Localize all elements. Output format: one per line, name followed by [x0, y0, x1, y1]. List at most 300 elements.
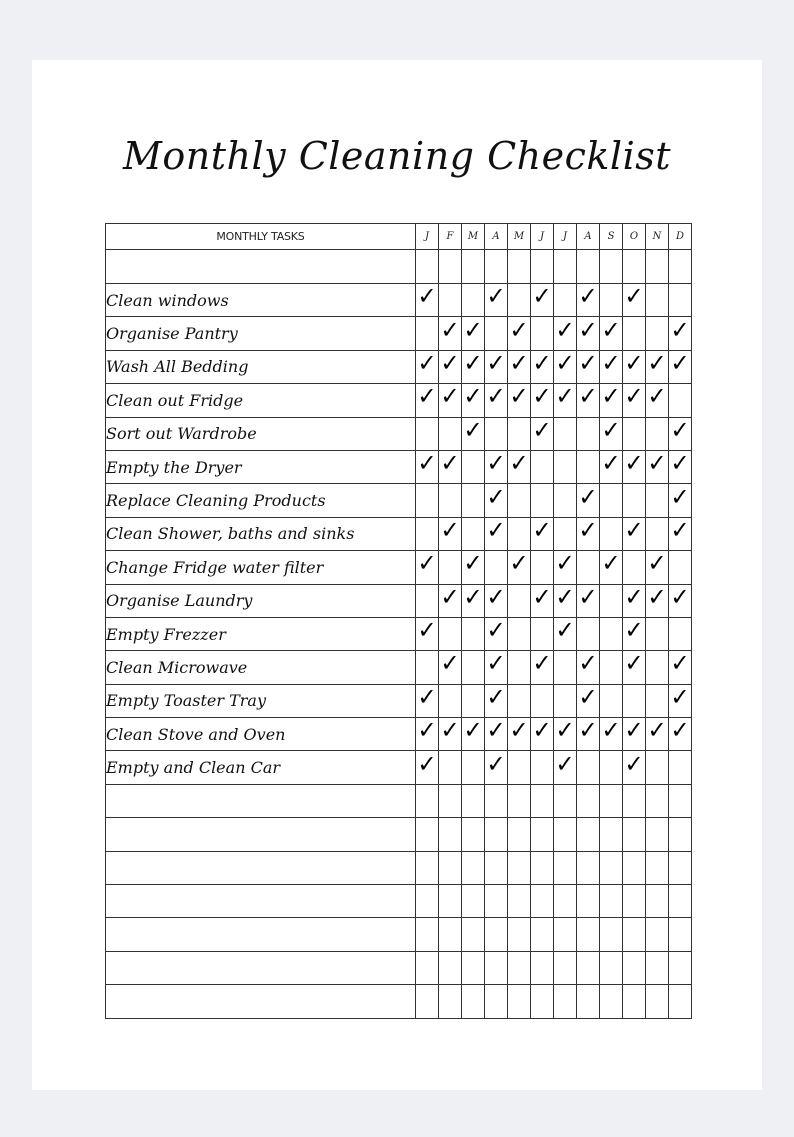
month-check-cell[interactable] [554, 684, 577, 717]
month-check-cell[interactable] [554, 384, 577, 417]
month-check-cell[interactable] [416, 851, 439, 884]
month-check-cell[interactable] [623, 818, 646, 851]
month-check-cell[interactable] [600, 985, 623, 1018]
month-check-cell[interactable] [577, 784, 600, 817]
month-check-cell[interactable] [462, 651, 485, 684]
month-check-cell[interactable] [531, 284, 554, 317]
month-check-cell[interactable] [646, 985, 669, 1018]
month-check-cell[interactable] [577, 384, 600, 417]
month-check-cell[interactable] [646, 517, 669, 550]
month-check-cell[interactable] [646, 784, 669, 817]
month-check-cell[interactable] [577, 551, 600, 584]
month-check-cell[interactable] [439, 751, 462, 784]
month-check-cell[interactable] [416, 718, 439, 751]
month-check-cell[interactable] [669, 584, 692, 617]
month-check-cell[interactable] [531, 851, 554, 884]
month-check-cell[interactable] [669, 885, 692, 918]
checkmark-icon: ✓ [624, 350, 644, 377]
month-check-cell[interactable] [669, 617, 692, 650]
month-check-cell[interactable] [485, 818, 508, 851]
month-check-cell[interactable] [531, 951, 554, 984]
month-check-cell[interactable] [577, 350, 600, 383]
month-check-cell[interactable] [485, 350, 508, 383]
blank-cell [577, 250, 600, 284]
month-check-cell[interactable] [508, 851, 531, 884]
month-check-cell[interactable] [669, 951, 692, 984]
month-check-cell[interactable] [439, 317, 462, 350]
month-check-cell[interactable] [623, 918, 646, 951]
month-check-cell[interactable] [462, 851, 485, 884]
month-check-cell[interactable] [462, 784, 485, 817]
month-check-cell[interactable] [439, 784, 462, 817]
checkmark-icon: ✓ [670, 450, 690, 478]
month-check-cell[interactable] [600, 350, 623, 383]
month-check-cell[interactable] [600, 617, 623, 650]
month-check-cell[interactable] [669, 718, 692, 751]
month-check-cell[interactable] [646, 417, 669, 450]
month-check-cell[interactable] [439, 951, 462, 984]
month-check-cell[interactable] [462, 951, 485, 984]
month-check-cell[interactable] [416, 584, 439, 617]
month-check-cell[interactable] [577, 317, 600, 350]
month-check-cell[interactable] [462, 517, 485, 550]
month-check-cell[interactable] [439, 450, 462, 483]
month-check-cell[interactable] [508, 684, 531, 717]
month-check-cell[interactable] [646, 851, 669, 884]
month-check-cell[interactable] [646, 885, 669, 918]
month-check-cell[interactable] [623, 317, 646, 350]
month-check-cell[interactable] [646, 350, 669, 383]
month-check-cell[interactable] [485, 751, 508, 784]
month-check-cell[interactable] [531, 484, 554, 517]
checkmark-icon: ✓ [624, 717, 644, 745]
month-check-cell[interactable] [669, 684, 692, 717]
month-check-cell[interactable] [669, 985, 692, 1018]
month-check-cell[interactable] [577, 851, 600, 884]
month-check-cell[interactable] [485, 617, 508, 650]
month-check-cell[interactable] [531, 718, 554, 751]
checkmark-icon: ✓ [647, 350, 667, 377]
checkmark-icon: ✓ [555, 383, 575, 411]
month-check-cell[interactable] [646, 684, 669, 717]
month-check-cell[interactable] [623, 851, 646, 884]
month-check-cell[interactable] [554, 951, 577, 984]
month-check-cell[interactable] [623, 751, 646, 784]
month-check-cell[interactable] [508, 985, 531, 1018]
month-check-cell[interactable] [485, 384, 508, 417]
month-check-cell[interactable] [416, 384, 439, 417]
month-check-cell[interactable] [600, 951, 623, 984]
month-check-cell[interactable] [623, 784, 646, 817]
month-check-cell[interactable] [531, 317, 554, 350]
month-check-cell[interactable] [531, 350, 554, 383]
month-check-cell[interactable] [531, 985, 554, 1018]
month-check-cell[interactable] [669, 450, 692, 483]
month-check-cell[interactable] [600, 751, 623, 784]
month-check-cell[interactable] [577, 918, 600, 951]
month-check-cell[interactable] [531, 551, 554, 584]
month-check-cell[interactable] [623, 651, 646, 684]
month-check-cell[interactable] [600, 851, 623, 884]
month-check-cell[interactable] [600, 517, 623, 550]
checkmark-icon: ✓ [440, 517, 460, 544]
month-check-cell[interactable] [508, 718, 531, 751]
month-check-cell[interactable] [508, 617, 531, 650]
month-check-cell[interactable] [439, 985, 462, 1018]
month-check-cell[interactable] [508, 651, 531, 684]
month-check-cell[interactable] [646, 284, 669, 317]
month-check-cell[interactable] [485, 284, 508, 317]
month-check-cell[interactable] [508, 951, 531, 984]
month-check-cell[interactable] [416, 951, 439, 984]
month-check-cell[interactable] [439, 651, 462, 684]
month-check-cell[interactable] [531, 517, 554, 550]
month-check-cell[interactable] [669, 784, 692, 817]
checkmark-icon: ✓ [647, 383, 667, 411]
month-check-cell[interactable] [600, 718, 623, 751]
month-check-cell[interactable] [554, 651, 577, 684]
month-check-cell[interactable] [577, 450, 600, 483]
month-check-cell[interactable] [577, 517, 600, 550]
month-check-cell[interactable] [508, 484, 531, 517]
checkmark-icon: ✓ [532, 283, 552, 311]
month-check-cell[interactable] [554, 718, 577, 751]
month-check-cell[interactable] [623, 350, 646, 383]
month-check-cell[interactable] [646, 450, 669, 483]
month-check-cell[interactable] [531, 417, 554, 450]
month-check-cell[interactable] [531, 751, 554, 784]
checkmark-icon: ✓ [532, 650, 552, 678]
month-check-cell[interactable] [485, 517, 508, 550]
month-check-cell[interactable] [416, 484, 439, 517]
month-check-cell[interactable] [439, 417, 462, 450]
month-check-cell[interactable] [669, 417, 692, 450]
month-check-cell[interactable] [669, 818, 692, 851]
month-check-cell[interactable] [462, 317, 485, 350]
month-check-cell[interactable] [646, 617, 669, 650]
month-check-cell[interactable] [439, 718, 462, 751]
month-check-cell[interactable] [508, 450, 531, 483]
month-check-cell[interactable] [623, 951, 646, 984]
month-check-cell[interactable] [485, 484, 508, 517]
month-check-cell[interactable] [577, 818, 600, 851]
checkmark-icon: ✓ [670, 350, 690, 377]
month-check-cell[interactable] [416, 350, 439, 383]
month-check-cell[interactable] [646, 751, 669, 784]
task-name: Organise Laundry [106, 584, 416, 617]
month-check-cell[interactable] [554, 284, 577, 317]
month-check-cell[interactable] [485, 584, 508, 617]
month-check-cell[interactable] [554, 417, 577, 450]
month-check-cell[interactable] [462, 684, 485, 717]
checkmark-icon: ✓ [601, 383, 621, 411]
month-check-cell[interactable] [600, 651, 623, 684]
month-check-cell[interactable] [462, 417, 485, 450]
month-check-cell[interactable] [416, 551, 439, 584]
month-check-cell[interactable] [462, 484, 485, 517]
checkmark-icon: ✓ [532, 350, 552, 377]
month-check-cell[interactable] [554, 784, 577, 817]
month-check-cell[interactable] [531, 784, 554, 817]
month-check-cell[interactable] [600, 384, 623, 417]
month-check-cell[interactable] [416, 751, 439, 784]
month-check-cell[interactable] [554, 450, 577, 483]
month-check-cell[interactable] [623, 617, 646, 650]
month-check-cell[interactable] [554, 484, 577, 517]
month-check-cell[interactable] [439, 350, 462, 383]
month-check-cell[interactable] [646, 317, 669, 350]
month-check-cell[interactable] [485, 417, 508, 450]
task-row [106, 517, 692, 550]
checkmark-icon: ✓ [670, 483, 690, 511]
month-check-cell[interactable] [462, 584, 485, 617]
month-check-cell[interactable] [669, 384, 692, 417]
checkmark-icon: ✓ [532, 417, 552, 444]
month-check-cell[interactable] [508, 918, 531, 951]
month-check-cell[interactable] [577, 484, 600, 517]
blank-cell [439, 250, 462, 284]
month-check-cell[interactable] [600, 584, 623, 617]
month-check-cell[interactable] [508, 284, 531, 317]
month-check-cell[interactable] [439, 284, 462, 317]
month-check-cell[interactable] [485, 684, 508, 717]
month-check-cell[interactable] [646, 818, 669, 851]
month-check-cell[interactable] [646, 918, 669, 951]
month-check-cell[interactable] [646, 551, 669, 584]
month-check-cell[interactable] [577, 885, 600, 918]
month-check-cell[interactable] [462, 350, 485, 383]
month-check-cell[interactable] [462, 818, 485, 851]
blank-cell [600, 250, 623, 284]
month-check-cell[interactable] [669, 350, 692, 383]
month-check-cell[interactable] [623, 517, 646, 550]
month-check-cell[interactable] [485, 551, 508, 584]
month-check-cell[interactable] [416, 784, 439, 817]
month-check-cell[interactable] [462, 450, 485, 483]
month-check-cell[interactable] [646, 384, 669, 417]
month-check-cell[interactable] [600, 784, 623, 817]
checkmark-icon: ✓ [486, 717, 506, 745]
month-check-cell[interactable] [485, 317, 508, 350]
month-check-cell[interactable] [623, 551, 646, 584]
month-header-apr: A [485, 224, 508, 250]
month-check-cell[interactable] [439, 851, 462, 884]
month-check-cell[interactable] [554, 584, 577, 617]
month-check-cell[interactable] [416, 417, 439, 450]
month-check-cell[interactable] [577, 617, 600, 650]
month-check-cell[interactable] [416, 684, 439, 717]
month-check-cell[interactable] [669, 918, 692, 951]
month-check-cell[interactable] [577, 985, 600, 1018]
month-check-cell[interactable] [577, 284, 600, 317]
checkmark-icon: ✓ [440, 450, 460, 478]
month-check-cell[interactable] [646, 951, 669, 984]
month-check-cell[interactable] [462, 718, 485, 751]
month-check-cell[interactable] [669, 751, 692, 784]
month-check-cell[interactable] [646, 484, 669, 517]
month-check-cell[interactable] [554, 751, 577, 784]
month-check-cell[interactable] [600, 918, 623, 951]
month-check-cell[interactable] [531, 384, 554, 417]
month-check-cell[interactable] [416, 918, 439, 951]
checkmark-icon: ✓ [555, 316, 575, 344]
month-check-cell[interactable] [416, 985, 439, 1018]
month-check-cell[interactable] [508, 584, 531, 617]
month-check-cell[interactable] [462, 985, 485, 1018]
month-check-cell[interactable] [577, 584, 600, 617]
month-check-cell[interactable] [531, 684, 554, 717]
month-check-cell[interactable] [508, 384, 531, 417]
month-check-cell[interactable] [623, 484, 646, 517]
month-check-cell[interactable] [577, 684, 600, 717]
month-check-cell[interactable] [623, 284, 646, 317]
task-name [106, 951, 416, 984]
month-check-cell[interactable] [669, 851, 692, 884]
month-check-cell[interactable] [554, 918, 577, 951]
month-check-cell[interactable] [531, 818, 554, 851]
month-check-cell[interactable] [416, 617, 439, 650]
month-check-cell[interactable] [623, 718, 646, 751]
month-check-cell[interactable] [531, 918, 554, 951]
month-check-cell[interactable] [600, 317, 623, 350]
blank-cell [416, 250, 439, 284]
month-check-cell[interactable] [623, 450, 646, 483]
month-check-cell[interactable] [646, 651, 669, 684]
month-check-cell[interactable] [439, 617, 462, 650]
month-check-cell[interactable] [439, 584, 462, 617]
month-check-cell[interactable] [508, 751, 531, 784]
month-check-cell[interactable] [416, 517, 439, 550]
month-check-cell[interactable] [508, 885, 531, 918]
month-check-cell[interactable] [439, 384, 462, 417]
month-check-cell[interactable] [416, 818, 439, 851]
month-check-cell[interactable] [554, 517, 577, 550]
month-check-cell[interactable] [416, 450, 439, 483]
month-check-cell[interactable] [485, 985, 508, 1018]
month-check-cell[interactable] [439, 484, 462, 517]
month-check-cell[interactable] [439, 684, 462, 717]
checkmark-icon: ✓ [486, 684, 506, 711]
checkmark-icon: ✓ [417, 450, 437, 478]
month-check-cell[interactable] [485, 918, 508, 951]
month-check-cell[interactable] [600, 450, 623, 483]
month-check-cell[interactable] [439, 918, 462, 951]
month-check-cell[interactable] [646, 584, 669, 617]
month-check-cell[interactable] [600, 684, 623, 717]
month-check-cell[interactable] [577, 718, 600, 751]
month-check-cell[interactable] [623, 417, 646, 450]
month-check-cell[interactable] [623, 684, 646, 717]
month-check-cell[interactable] [600, 551, 623, 584]
month-check-cell[interactable] [439, 551, 462, 584]
header-row [106, 224, 692, 250]
month-check-cell[interactable] [531, 617, 554, 650]
month-check-cell[interactable] [600, 417, 623, 450]
month-check-cell[interactable] [554, 617, 577, 650]
month-check-cell[interactable] [439, 885, 462, 918]
month-check-cell[interactable] [462, 284, 485, 317]
checkmark-icon: ✓ [463, 584, 483, 611]
month-check-cell[interactable] [439, 818, 462, 851]
month-check-cell[interactable] [439, 517, 462, 550]
month-check-cell[interactable] [485, 718, 508, 751]
month-check-cell[interactable] [669, 651, 692, 684]
checkmark-icon: ✓ [417, 550, 437, 578]
task-name: Empty the Dryer [106, 450, 416, 483]
month-check-cell[interactable] [554, 885, 577, 918]
month-check-cell[interactable] [485, 885, 508, 918]
month-check-cell[interactable] [554, 317, 577, 350]
month-check-cell[interactable] [669, 317, 692, 350]
month-check-cell[interactable] [462, 751, 485, 784]
month-check-cell[interactable] [600, 284, 623, 317]
month-check-cell[interactable] [508, 517, 531, 550]
month-check-cell[interactable] [416, 317, 439, 350]
month-check-cell[interactable] [623, 985, 646, 1018]
month-check-cell[interactable] [531, 584, 554, 617]
month-check-cell[interactable] [462, 551, 485, 584]
month-check-cell[interactable] [508, 551, 531, 584]
month-check-cell[interactable] [485, 851, 508, 884]
month-check-cell[interactable] [531, 651, 554, 684]
month-check-cell[interactable] [577, 417, 600, 450]
month-header-jun: J [531, 224, 554, 250]
month-check-cell[interactable] [485, 951, 508, 984]
month-check-cell[interactable] [623, 584, 646, 617]
task-name: Empty Toaster Tray [106, 684, 416, 717]
month-check-cell[interactable] [669, 517, 692, 550]
month-check-cell[interactable] [508, 317, 531, 350]
month-check-cell[interactable] [623, 384, 646, 417]
month-check-cell[interactable] [531, 450, 554, 483]
month-check-cell[interactable] [416, 651, 439, 684]
month-check-cell[interactable] [669, 284, 692, 317]
month-check-cell[interactable] [554, 985, 577, 1018]
month-check-cell[interactable] [554, 350, 577, 383]
month-check-cell[interactable] [416, 885, 439, 918]
checkmark-icon: ✓ [417, 684, 437, 711]
month-check-cell[interactable] [623, 885, 646, 918]
month-check-cell[interactable] [600, 818, 623, 851]
month-check-cell[interactable] [462, 885, 485, 918]
month-check-cell[interactable] [577, 951, 600, 984]
month-check-cell[interactable] [577, 751, 600, 784]
month-check-cell[interactable] [462, 918, 485, 951]
month-check-cell[interactable] [508, 350, 531, 383]
month-check-cell[interactable] [554, 818, 577, 851]
month-check-cell[interactable] [485, 651, 508, 684]
month-check-cell[interactable] [531, 885, 554, 918]
month-check-cell[interactable] [485, 450, 508, 483]
month-check-cell[interactable] [669, 551, 692, 584]
month-check-cell[interactable] [485, 784, 508, 817]
month-check-cell[interactable] [577, 651, 600, 684]
month-check-cell[interactable] [508, 818, 531, 851]
month-check-cell[interactable] [600, 484, 623, 517]
task-name [106, 851, 416, 884]
month-check-cell[interactable] [600, 885, 623, 918]
month-check-cell[interactable] [554, 551, 577, 584]
month-check-cell[interactable] [554, 851, 577, 884]
month-check-cell[interactable] [462, 617, 485, 650]
month-check-cell[interactable] [508, 784, 531, 817]
month-check-cell[interactable] [508, 417, 531, 450]
blank-cell [531, 250, 554, 284]
month-check-cell[interactable] [646, 718, 669, 751]
month-check-cell[interactable] [462, 384, 485, 417]
month-check-cell[interactable] [669, 484, 692, 517]
month-check-cell[interactable] [416, 284, 439, 317]
